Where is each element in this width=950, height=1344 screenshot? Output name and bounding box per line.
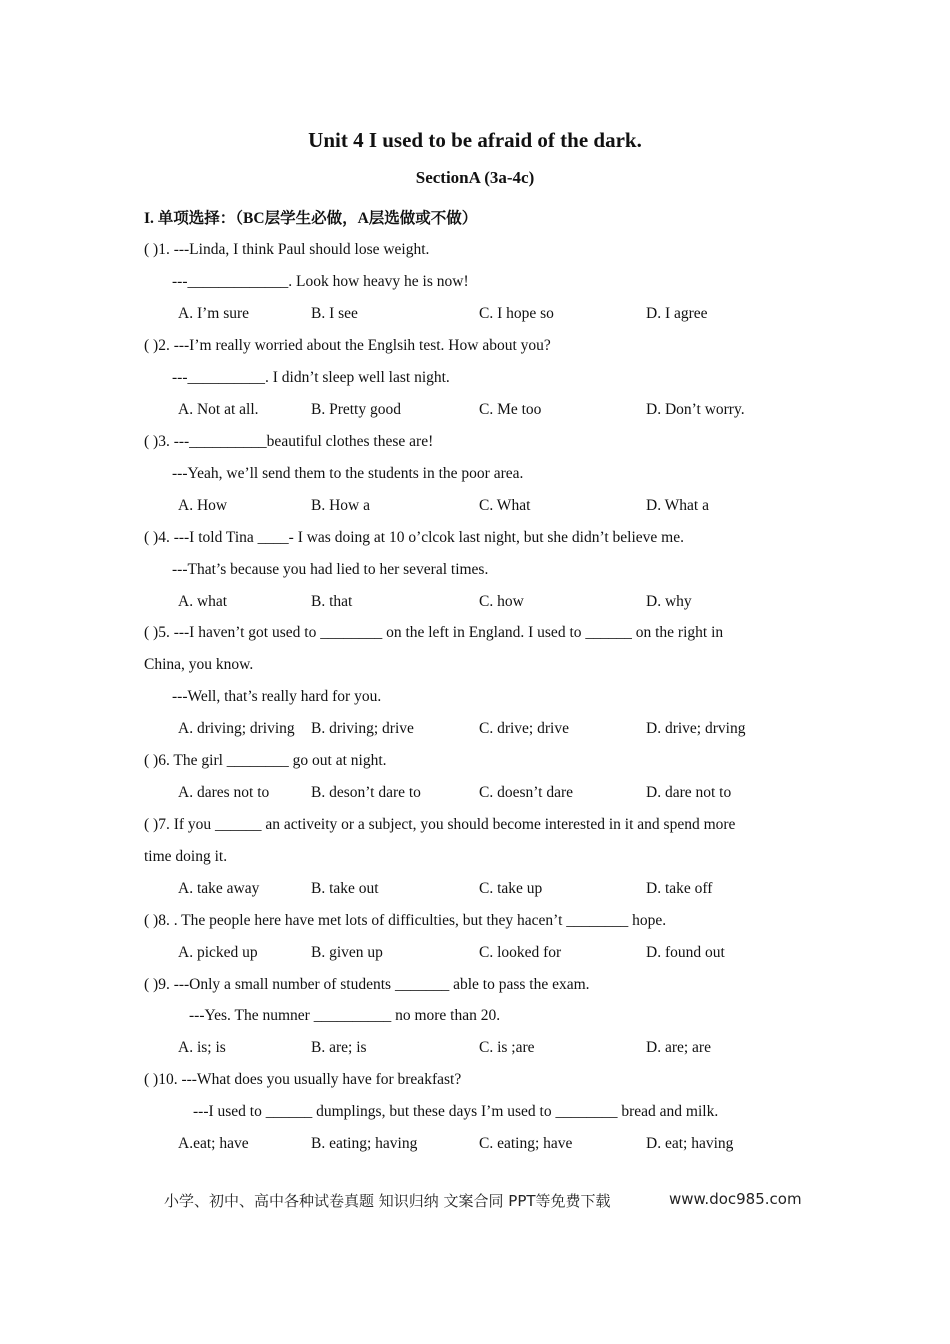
question-stem: ( )9. ---Only a small number of students _______ able to pass the exam. <box>144 976 590 993</box>
answer-option: C. looked for <box>479 944 562 961</box>
question-line: ---Yeah, we’ll send them to the students in the poor area. <box>172 465 524 482</box>
page-title: Unit 4 I used to be afraid of the dark. <box>308 128 642 152</box>
question-stem: ( )8. . The people here have met lots of difficulties, but they hacen’t ________ hope. <box>144 912 667 929</box>
answer-option: C. I hope so <box>479 305 554 322</box>
answer-option: C. doesn’t dare <box>479 784 573 801</box>
section-heading: I. 单项选择：（BC层学生必做，A层选做或不做） <box>144 210 478 227</box>
question-line: ---_____________. Look how heavy he is now! <box>172 273 469 290</box>
question-line: ---I used to ______ dumplings, but these days I’m used to ________ bread and milk. <box>193 1103 719 1120</box>
answer-option: B. that <box>311 593 353 610</box>
answer-option: B. deson’t dare to <box>311 784 421 801</box>
answer-option: B. eating; having <box>311 1135 418 1152</box>
question-stem: ( )3. ---__________beautiful clothes these are! <box>144 433 434 450</box>
answer-option: A. How <box>178 497 228 514</box>
answer-option: B. given up <box>311 944 383 961</box>
question-stem: ( )4. ---I told Tina ____- I was doing at 10 o’clcok last night, but she didn’t believe me. <box>144 529 684 546</box>
question-stem: ( )10. ---What does you usually have for breakfast? <box>144 1071 462 1088</box>
answer-option: C. take up <box>479 880 543 897</box>
question-stem: ( )7. If you ______ an activeity or a subject, you should become interested in it and spend more <box>144 816 736 833</box>
answer-option: A. is; is <box>178 1039 226 1056</box>
answer-option: D. I agree <box>646 305 708 322</box>
answer-option: C. is ;are <box>479 1039 535 1056</box>
answer-option: D. found out <box>646 944 725 961</box>
answer-option: B. Pretty good <box>311 401 401 418</box>
answer-option: D. drive; drving <box>646 720 746 737</box>
footer-promo: 小学、初中、高中各种试卷真题 知识归纳 文案合同 PPT等免费下载 <box>164 1192 611 1210</box>
answer-option: A. I’m sure <box>178 305 250 322</box>
answer-option: A. dares not to <box>178 784 270 801</box>
answer-option: C. Me too <box>479 401 542 418</box>
question-line: ---Yes. The numner __________ no more than 20. <box>189 1007 501 1024</box>
question-line: time doing it. <box>144 848 228 865</box>
answer-option: D. why <box>646 593 692 610</box>
answer-option: B. I see <box>311 305 358 322</box>
question-stem: ( )2. ---I’m really worried about the Englsih test. How about you? <box>144 337 551 354</box>
answer-option: A. picked up <box>178 944 258 961</box>
question-line: ---__________. I didn’t sleep well last night. <box>172 369 450 386</box>
answer-option: A. Not at all. <box>178 401 259 418</box>
question-stem: ( )1. ---Linda, I think Paul should lose weight. <box>144 241 430 258</box>
answer-option: C. how <box>479 593 524 610</box>
answer-option: B. driving; drive <box>311 720 414 737</box>
question-stem: ( )5. ---I haven’t got used to ________ on the left in England. I used to ______ on the right in <box>144 624 724 641</box>
answer-option: D. are; are <box>646 1039 711 1056</box>
question-stem: ( )6. The girl ________ go out at night. <box>144 752 387 769</box>
question-line: ---Well, that’s really hard for you. <box>172 688 382 705</box>
question-line: China, you know. <box>144 656 254 673</box>
answer-option: B. take out <box>311 880 379 897</box>
answer-option: D. dare not to <box>646 784 732 801</box>
answer-option: D. What a <box>646 497 709 514</box>
answer-option: A. driving; driving <box>178 720 295 737</box>
answer-option: D. take off <box>646 880 713 897</box>
answer-option: C. drive; drive <box>479 720 569 737</box>
answer-option: C. eating; have <box>479 1135 573 1152</box>
answer-option: D. Don’t worry. <box>646 401 745 418</box>
page-subtitle: SectionA (3a-4c) <box>415 168 535 187</box>
answer-option: A.eat; have <box>178 1135 249 1152</box>
answer-option: D. eat; having <box>646 1135 734 1152</box>
answer-option: B. are; is <box>311 1039 367 1056</box>
question-line: ---That’s because you had lied to her several times. <box>172 561 489 578</box>
answer-option: C. What <box>479 497 531 514</box>
footer-url[interactable]: www.doc985.com <box>669 1190 802 1208</box>
answer-option: A. what <box>178 593 228 610</box>
answer-option: A. take away <box>178 880 260 897</box>
answer-option: B. How a <box>311 497 370 514</box>
